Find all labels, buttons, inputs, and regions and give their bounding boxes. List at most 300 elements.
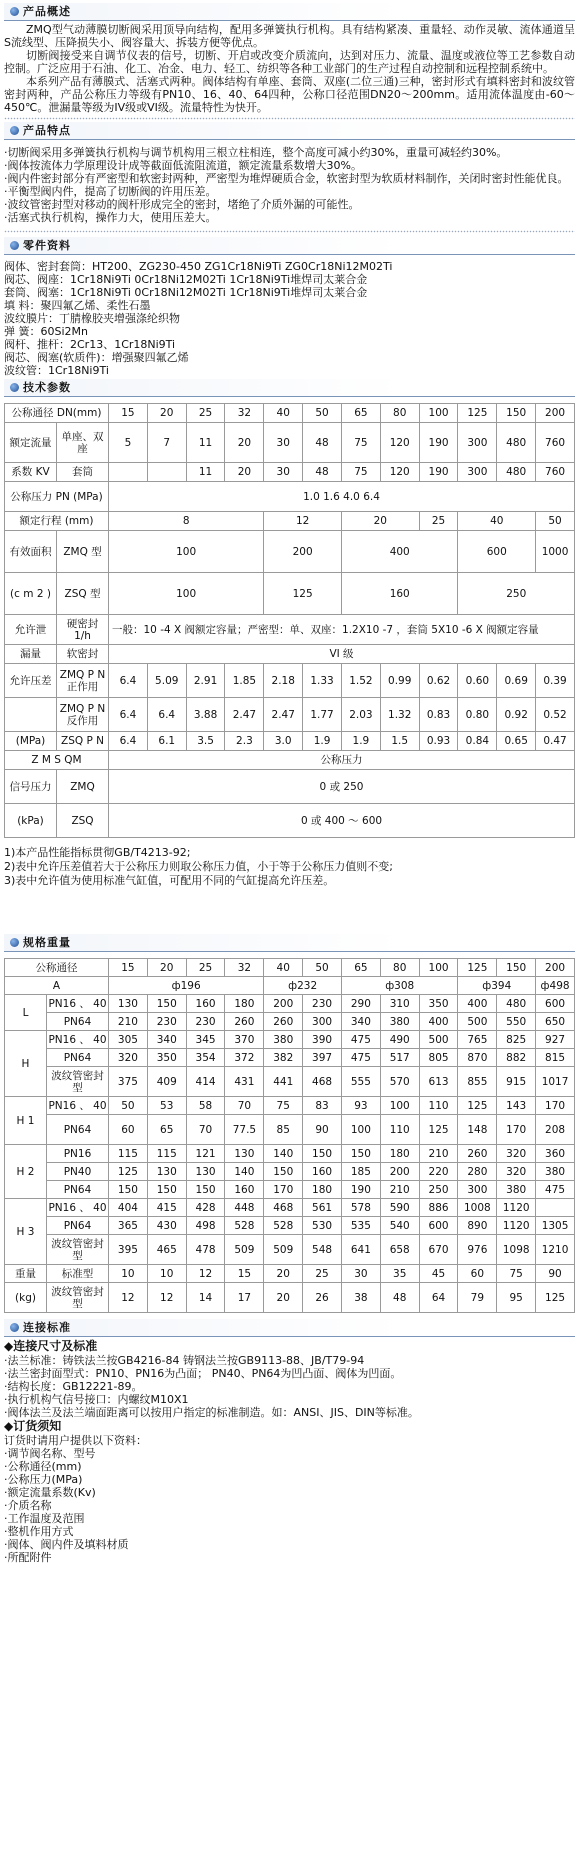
order-item: ·介质名称 xyxy=(4,1499,52,1512)
table-cell: 290 xyxy=(341,995,380,1013)
table-cell: 415 xyxy=(147,1199,186,1217)
overview-paragraph: 本系列产品有薄膜式、活塞式两种。阀体结构有单座、套筒、双座(二位三通)三种，密封形式有填料密封和波纹管密封两种，产品公称压力等级有PN10、16、40、64四种，公称口径范围DN20～200mm。适用流体温度由-60～450℃。泄漏量等级为IV级或VI级。流量特性为快开。 xyxy=(4,75,575,114)
table-row xyxy=(5,615,575,645)
table-cell: 535 xyxy=(341,1217,380,1235)
bullet-icon xyxy=(10,7,19,16)
bullet-icon xyxy=(10,241,19,250)
table-cell: 600 xyxy=(419,1217,458,1235)
table-cell: 110 xyxy=(419,1097,458,1115)
sub-label: PN40 xyxy=(47,1163,109,1181)
table-row xyxy=(5,1049,575,1067)
table-cell: 170 xyxy=(497,1115,536,1145)
table-cell: 1210 xyxy=(536,1235,575,1265)
dotted-divider xyxy=(4,230,575,233)
order-item: ·整机作用方式 xyxy=(4,1525,74,1538)
row-label: 有效面积 xyxy=(5,531,57,573)
header-cell: 100 xyxy=(419,959,458,977)
table-cell: 60 xyxy=(109,1115,148,1145)
table-cell: 475 xyxy=(341,1031,380,1049)
table-cell: 528 xyxy=(264,1217,303,1235)
table-cell: 150 xyxy=(147,1181,186,1199)
table-cell: 20 xyxy=(225,423,264,463)
sub-label: 波纹管密封型 xyxy=(47,1067,109,1097)
table-cell: 200 xyxy=(264,995,303,1013)
table-cell: 1008 xyxy=(458,1199,497,1217)
table-row xyxy=(5,1145,575,1163)
row-label: (kg) xyxy=(5,1283,47,1313)
table-cell: 260 xyxy=(225,1013,264,1031)
table-cell: 613 xyxy=(419,1067,458,1097)
table-cell: 100 xyxy=(380,1097,419,1115)
order-item: ·公称压力(MPa) xyxy=(4,1473,83,1486)
table-cell: 93 xyxy=(341,1097,380,1115)
sub-label: PN16 、 40 xyxy=(47,1031,109,1049)
sub-label: PN64 xyxy=(47,1013,109,1031)
sub-label: ZSQ 型 xyxy=(57,573,109,615)
table-cell: 805 xyxy=(419,1049,458,1067)
row-label: 允许泄 xyxy=(5,615,57,645)
table-row xyxy=(5,1097,575,1115)
table-cell: 570 xyxy=(380,1067,419,1097)
table-cell: 480 xyxy=(497,463,536,482)
row-label: 额定行程 (mm) xyxy=(5,512,109,531)
table-row xyxy=(5,1031,575,1049)
table-cell: 130 xyxy=(186,1163,225,1181)
overview-paragraph: 切断阀接受来自调节仪表的信号，切断、开启或改变介质流向，达到对压力、流量、温度或液位等工艺参数自动控制。广泛应用于石油、化工、冶金、电力、轻工、纺织等各种工业部门的生产过程自动控制和远程控制系统中。 xyxy=(4,49,575,75)
table-cell: 1098 xyxy=(497,1235,536,1265)
table-cell: 760 xyxy=(536,423,575,463)
row-label: 漏量 xyxy=(5,645,57,664)
table-cell: 380 xyxy=(380,1013,419,1031)
feature-item: ·平衡型阀内件，提高了切断阀的许用压差。 xyxy=(4,185,217,198)
table-cell: 509 xyxy=(225,1235,264,1265)
tech-params-table xyxy=(4,403,575,838)
table-cell: 70 xyxy=(186,1115,225,1145)
table-cell: 540 xyxy=(380,1217,419,1235)
table-cell: 170 xyxy=(536,1097,575,1115)
table-cell: 468 xyxy=(264,1199,303,1217)
table-cell: 550 xyxy=(497,1013,536,1031)
table-row xyxy=(5,1181,575,1199)
table-cell: 658 xyxy=(380,1235,419,1265)
table-cell: 150 xyxy=(303,1145,342,1163)
parts-item: 阀杆、推杆：2Cr13、1Cr18Ni9Ti xyxy=(4,338,176,351)
bullet-icon xyxy=(10,938,19,947)
bullet-icon xyxy=(10,126,19,135)
table-cell: 180 xyxy=(225,995,264,1013)
row-label: 系数 KV xyxy=(5,463,57,482)
table-cell: 397 xyxy=(303,1049,342,1067)
table-cell: 12 xyxy=(109,1283,148,1313)
table-cell: 75 xyxy=(341,423,380,463)
table-cell: 0.92 xyxy=(497,698,536,732)
overview-text xyxy=(4,23,575,114)
table-cell: 15 xyxy=(225,1265,264,1283)
overview-header xyxy=(4,3,575,21)
table-cell: 0.69 xyxy=(497,664,536,698)
header-cell: 150 xyxy=(497,959,536,977)
table-cell: 365 xyxy=(109,1217,148,1235)
header-cell: 32 xyxy=(225,959,264,977)
table-cell: 430 xyxy=(147,1217,186,1235)
sub-label: PN16 、 40 xyxy=(47,1097,109,1115)
table-cell: 0.99 xyxy=(380,664,419,698)
table-cell: 20 xyxy=(264,1265,303,1283)
table-cell: 1.33 xyxy=(303,664,342,698)
row-label: A xyxy=(5,977,109,995)
parts-item: 波纹膜片：丁腈橡胶夹增强涤纶织物 xyxy=(4,312,180,325)
order-item: ·额定流量系数(Kv) xyxy=(4,1486,96,1499)
table-cell: 125 xyxy=(419,1115,458,1145)
table-cell: 2.91 xyxy=(186,664,225,698)
table-cell: 390 xyxy=(303,1031,342,1049)
table-cell: 90 xyxy=(536,1265,575,1283)
table-cell: 110 xyxy=(380,1115,419,1145)
table-cell: 320 xyxy=(109,1049,148,1067)
standards-title: 连接标准 xyxy=(23,1321,71,1334)
table-cell: 70 xyxy=(225,1097,264,1115)
table-cell: 280 xyxy=(458,1163,497,1181)
table-row xyxy=(5,463,575,482)
table-cell: 180 xyxy=(303,1181,342,1199)
table-cell: 2.03 xyxy=(341,698,380,732)
table-cell: 480 xyxy=(497,423,536,463)
table-cell: 600 xyxy=(458,531,536,573)
table-cell: 760 xyxy=(536,463,575,482)
header-cell: 20 xyxy=(147,404,186,423)
tech-notes xyxy=(4,846,575,888)
header-cell: 125 xyxy=(458,404,497,423)
table-cell: 0.84 xyxy=(458,732,497,751)
table-cell: 75 xyxy=(264,1097,303,1115)
row-label: (MPa) xyxy=(5,732,57,751)
table-cell: 125 xyxy=(458,1097,497,1115)
table-cell: 528 xyxy=(225,1217,264,1235)
table-cell: 340 xyxy=(147,1031,186,1049)
table-cell: 130 xyxy=(225,1145,264,1163)
table-cell: 441 xyxy=(264,1067,303,1097)
note-item: 2)表中允许压差值若大于公称压力则取公称压力值，小于等于公称压力值则不变; xyxy=(4,860,393,873)
table-cell: 38 xyxy=(341,1283,380,1313)
feature-item: ·切断阀采用多弹簧执行机构与调节机构用三根立柱相连，整个高度可减小约30%，重量可减轻约30%。 xyxy=(4,146,508,159)
table-cell: 0.93 xyxy=(419,732,458,751)
table-cell: 500 xyxy=(458,1013,497,1031)
table-cell: 375 xyxy=(109,1067,148,1097)
table-cell: 300 xyxy=(458,1181,497,1199)
table-cell: 1305 xyxy=(536,1217,575,1235)
table-cell: 11 xyxy=(186,463,225,482)
table-cell: 140 xyxy=(264,1145,303,1163)
header-cell: 100 xyxy=(419,404,458,423)
parts-title: 零件资料 xyxy=(23,239,71,252)
table-cell: 890 xyxy=(458,1217,497,1235)
header-cell: 65 xyxy=(341,959,380,977)
table-cell: 517 xyxy=(380,1049,419,1067)
table-cell: 17 xyxy=(225,1283,264,1313)
table-row xyxy=(5,804,575,838)
table-cell: 670 xyxy=(419,1235,458,1265)
table-row xyxy=(5,751,575,770)
header-cell: 15 xyxy=(109,959,148,977)
table-cell: 60 xyxy=(458,1265,497,1283)
table-cell: 160 xyxy=(341,573,457,615)
table-cell: 260 xyxy=(458,1145,497,1163)
table-row xyxy=(5,1115,575,1145)
standards-section xyxy=(4,1339,575,1564)
table-cell: 190 xyxy=(419,423,458,463)
table-cell: 一般：10 -4 X 阀额定容量；严密型：单、双座：1.2X10 -7 ，套筒 5X10 -6 X 阀额定容量 xyxy=(109,615,575,645)
parts-item: 阀芯、阀塞(软质件)：增强聚四氟乙烯 xyxy=(4,351,189,364)
order-item: ·阀体、阀内件及填料材质 xyxy=(4,1538,129,1551)
row-label: L xyxy=(5,995,47,1031)
table-cell: 6.4 xyxy=(147,698,186,732)
order-item: ·所配附件 xyxy=(4,1551,52,1564)
weights-header xyxy=(4,934,575,952)
table-row xyxy=(5,732,575,751)
row-label: 额定流量 xyxy=(5,423,57,463)
sub-label: PN16 、 40 xyxy=(47,995,109,1013)
table-cell: 600 xyxy=(536,995,575,1013)
table-cell: 150 xyxy=(341,1145,380,1163)
table-cell: 1.5 xyxy=(380,732,419,751)
sub-label: ZMQ xyxy=(57,770,109,804)
table-cell: 3.88 xyxy=(186,698,225,732)
table-cell: 1.52 xyxy=(341,664,380,698)
table-cell: 0.60 xyxy=(458,664,497,698)
table-cell xyxy=(109,463,148,482)
table-cell: 815 xyxy=(536,1049,575,1067)
header-cell: 公称通径 DN(mm) xyxy=(5,404,109,423)
table-cell: 886 xyxy=(419,1199,458,1217)
table-cell: 79 xyxy=(458,1283,497,1313)
table-row xyxy=(5,770,575,804)
table-cell: 210 xyxy=(419,1145,458,1163)
table-cell: 490 xyxy=(380,1031,419,1049)
parts-item: 套筒、阀塞：1Cr18Ni9Ti 0Cr18Ni12M02Ti 1Cr18Ni9Ti堆焊司太莱合金 xyxy=(4,286,368,299)
table-row xyxy=(5,1217,575,1235)
table-cell: 250 xyxy=(419,1181,458,1199)
sub-label: PN64 xyxy=(47,1115,109,1145)
order-heading: ◆订货须知 xyxy=(4,1419,62,1433)
table-cell: 180 xyxy=(380,1145,419,1163)
table-cell: ф308 xyxy=(341,977,457,995)
table-cell: 220 xyxy=(419,1163,458,1181)
parts-item: 填 料：聚四氟乙烯、柔性石墨 xyxy=(4,299,151,312)
table-cell: 75 xyxy=(497,1265,536,1283)
table-cell: 6.4 xyxy=(109,664,148,698)
table-cell: 5 xyxy=(109,423,148,463)
table-row xyxy=(5,404,575,423)
table-cell: 0 或 250 xyxy=(109,770,575,804)
table-cell: 1.85 xyxy=(225,664,264,698)
parts-item: 波纹管：1Cr18Ni9Ti xyxy=(4,364,109,377)
table-cell: 115 xyxy=(109,1145,148,1163)
parts-item: 弹 簧：60Si2Mn xyxy=(4,325,88,338)
features-header xyxy=(4,122,575,140)
table-cell: 12 xyxy=(264,512,342,531)
table-cell: 300 xyxy=(458,463,497,482)
table-cell: 475 xyxy=(536,1181,575,1199)
row-label: Z M S QM xyxy=(5,751,109,770)
bullet-icon xyxy=(10,383,19,392)
features-title: 产品特点 xyxy=(23,124,71,137)
table-cell: 120 xyxy=(380,423,419,463)
table-cell: 1120 xyxy=(497,1199,536,1217)
table-cell: 100 xyxy=(341,1115,380,1145)
sub-label: 硬密封 1/h xyxy=(57,615,109,645)
table-cell: 561 xyxy=(303,1199,342,1217)
table-cell: 25 xyxy=(419,512,458,531)
table-cell: VI 级 xyxy=(109,645,575,664)
row-label: H 1 xyxy=(5,1097,47,1145)
table-cell: 0.65 xyxy=(497,732,536,751)
table-cell: 2.3 xyxy=(225,732,264,751)
header-cell: 15 xyxy=(109,404,148,423)
table-cell: 10 xyxy=(109,1265,148,1283)
table-cell: 1.0 1.6 4.0 6.4 xyxy=(109,482,575,512)
table-cell: 150 xyxy=(109,1181,148,1199)
table-row xyxy=(5,664,575,698)
table-cell: 230 xyxy=(186,1013,225,1031)
table-cell: 125 xyxy=(109,1163,148,1181)
table-row xyxy=(5,977,575,995)
table-cell: 48 xyxy=(303,423,342,463)
table-cell: 915 xyxy=(497,1067,536,1097)
table-cell: ф394 xyxy=(458,977,536,995)
table-cell: 170 xyxy=(264,1181,303,1199)
table-cell: 404 xyxy=(109,1199,148,1217)
table-row xyxy=(5,995,575,1013)
table-cell: 382 xyxy=(264,1049,303,1067)
table-cell: 11 xyxy=(186,423,225,463)
table-row xyxy=(5,1199,575,1217)
parts-header xyxy=(4,237,575,255)
table-cell: 200 xyxy=(264,531,342,573)
sub-label: PN64 xyxy=(47,1049,109,1067)
table-cell: 1017 xyxy=(536,1067,575,1097)
header-cell: 40 xyxy=(264,959,303,977)
table-cell: 0.52 xyxy=(536,698,575,732)
table-cell: 6.1 xyxy=(147,732,186,751)
table-cell: 1.9 xyxy=(303,732,342,751)
table-cell: 0 或 400 ～ 600 xyxy=(109,804,575,838)
table-cell: 478 xyxy=(186,1235,225,1265)
table-cell: 345 xyxy=(186,1031,225,1049)
table-row xyxy=(5,423,575,463)
sub-label: 软密封 xyxy=(57,645,109,664)
table-cell: 350 xyxy=(147,1049,186,1067)
table-cell: 58 xyxy=(186,1097,225,1115)
table-cell: 48 xyxy=(380,1283,419,1313)
table-cell: 公称压力 xyxy=(109,751,575,770)
table-cell: 380 xyxy=(536,1163,575,1181)
table-cell: 10 xyxy=(147,1265,186,1283)
table-row xyxy=(5,1235,575,1265)
table-cell: 208 xyxy=(536,1115,575,1145)
table-cell: 40 xyxy=(458,512,536,531)
standards-header xyxy=(4,1319,575,1337)
feature-item: ·阀内件密封部分有严密型和软密封两种，严密型为堆焊硬质合金，软密封型为软质材料制作，关闭时密封性能优良。 xyxy=(4,172,569,185)
sub-label: 波纹管密封型 xyxy=(47,1283,109,1313)
table-cell: 25 xyxy=(303,1265,342,1283)
table-row xyxy=(5,531,575,573)
sub-label: ZSQ xyxy=(57,804,109,838)
header-cell: 40 xyxy=(264,404,303,423)
table-cell: 160 xyxy=(186,995,225,1013)
table-cell: 12 xyxy=(147,1283,186,1313)
header-cell: 公称通径 xyxy=(5,959,109,977)
header-cell: 200 xyxy=(536,404,575,423)
order-item: ·公称通径(mm) xyxy=(4,1460,82,1473)
table-cell: 500 xyxy=(419,1031,458,1049)
row-label: H xyxy=(5,1031,47,1097)
table-cell: 825 xyxy=(497,1031,536,1049)
weights-table xyxy=(4,958,575,1313)
table-cell: 250 xyxy=(458,573,575,615)
table-cell: 1000 xyxy=(536,531,575,573)
table-cell: 370 xyxy=(225,1031,264,1049)
table-cell: 498 xyxy=(186,1217,225,1235)
row-label: H 2 xyxy=(5,1145,47,1199)
parts-item: 阀体、密封套筒：HT200、ZG230-450 ZG1Cr18Ni9Ti ZG0Cr18Ni12M02Ti xyxy=(4,260,393,273)
header-cell: 150 xyxy=(497,404,536,423)
table-cell: 3.5 xyxy=(186,732,225,751)
table-cell: 8 xyxy=(109,512,264,531)
table-cell: 200 xyxy=(380,1163,419,1181)
table-cell: 320 xyxy=(497,1145,536,1163)
table-cell: 372 xyxy=(225,1049,264,1067)
table-cell: 590 xyxy=(380,1199,419,1217)
table-cell: 20 xyxy=(225,463,264,482)
tech-title: 技术参数 xyxy=(23,381,71,394)
header-cell: 32 xyxy=(225,404,264,423)
table-cell: 428 xyxy=(186,1199,225,1217)
table-cell: ф498 xyxy=(536,977,575,995)
table-row xyxy=(5,959,575,977)
table-cell: 475 xyxy=(341,1049,380,1067)
table-cell: 210 xyxy=(109,1013,148,1031)
table-cell: 448 xyxy=(225,1199,264,1217)
header-cell: 25 xyxy=(186,959,225,977)
feature-item: ·活塞式执行机构，操作力大，使用压差大。 xyxy=(4,211,217,224)
header-cell: 25 xyxy=(186,404,225,423)
table-row xyxy=(5,645,575,664)
row-label: 重量 xyxy=(5,1265,47,1283)
table-cell: 148 xyxy=(458,1115,497,1145)
header-cell: 20 xyxy=(147,959,186,977)
table-cell: 320 xyxy=(497,1163,536,1181)
sub-label: ZMQ P N 反作用 xyxy=(57,698,109,732)
table-cell: 0.39 xyxy=(536,664,575,698)
table-cell: 395 xyxy=(109,1235,148,1265)
table-cell: 976 xyxy=(458,1235,497,1265)
standard-item: ·法兰标准：铸铁法兰按GB4216-84 铸钢法兰按GB9113-88、JB/T79-94 xyxy=(4,1354,365,1367)
table-cell: ф232 xyxy=(264,977,342,995)
table-cell: 0.62 xyxy=(419,664,458,698)
order-item: ·调节阀名称、型号 xyxy=(4,1447,96,1460)
table-cell: 400 xyxy=(458,995,497,1013)
table-cell: 650 xyxy=(536,1013,575,1031)
table-cell: 20 xyxy=(341,512,419,531)
table-cell: 480 xyxy=(497,995,536,1013)
table-cell: 380 xyxy=(497,1181,536,1199)
table-cell: 465 xyxy=(147,1235,186,1265)
table-cell: 210 xyxy=(380,1181,419,1199)
features-list xyxy=(4,146,575,224)
parts-list xyxy=(4,260,575,377)
table-cell: 53 xyxy=(147,1097,186,1115)
table-cell: 300 xyxy=(303,1013,342,1031)
